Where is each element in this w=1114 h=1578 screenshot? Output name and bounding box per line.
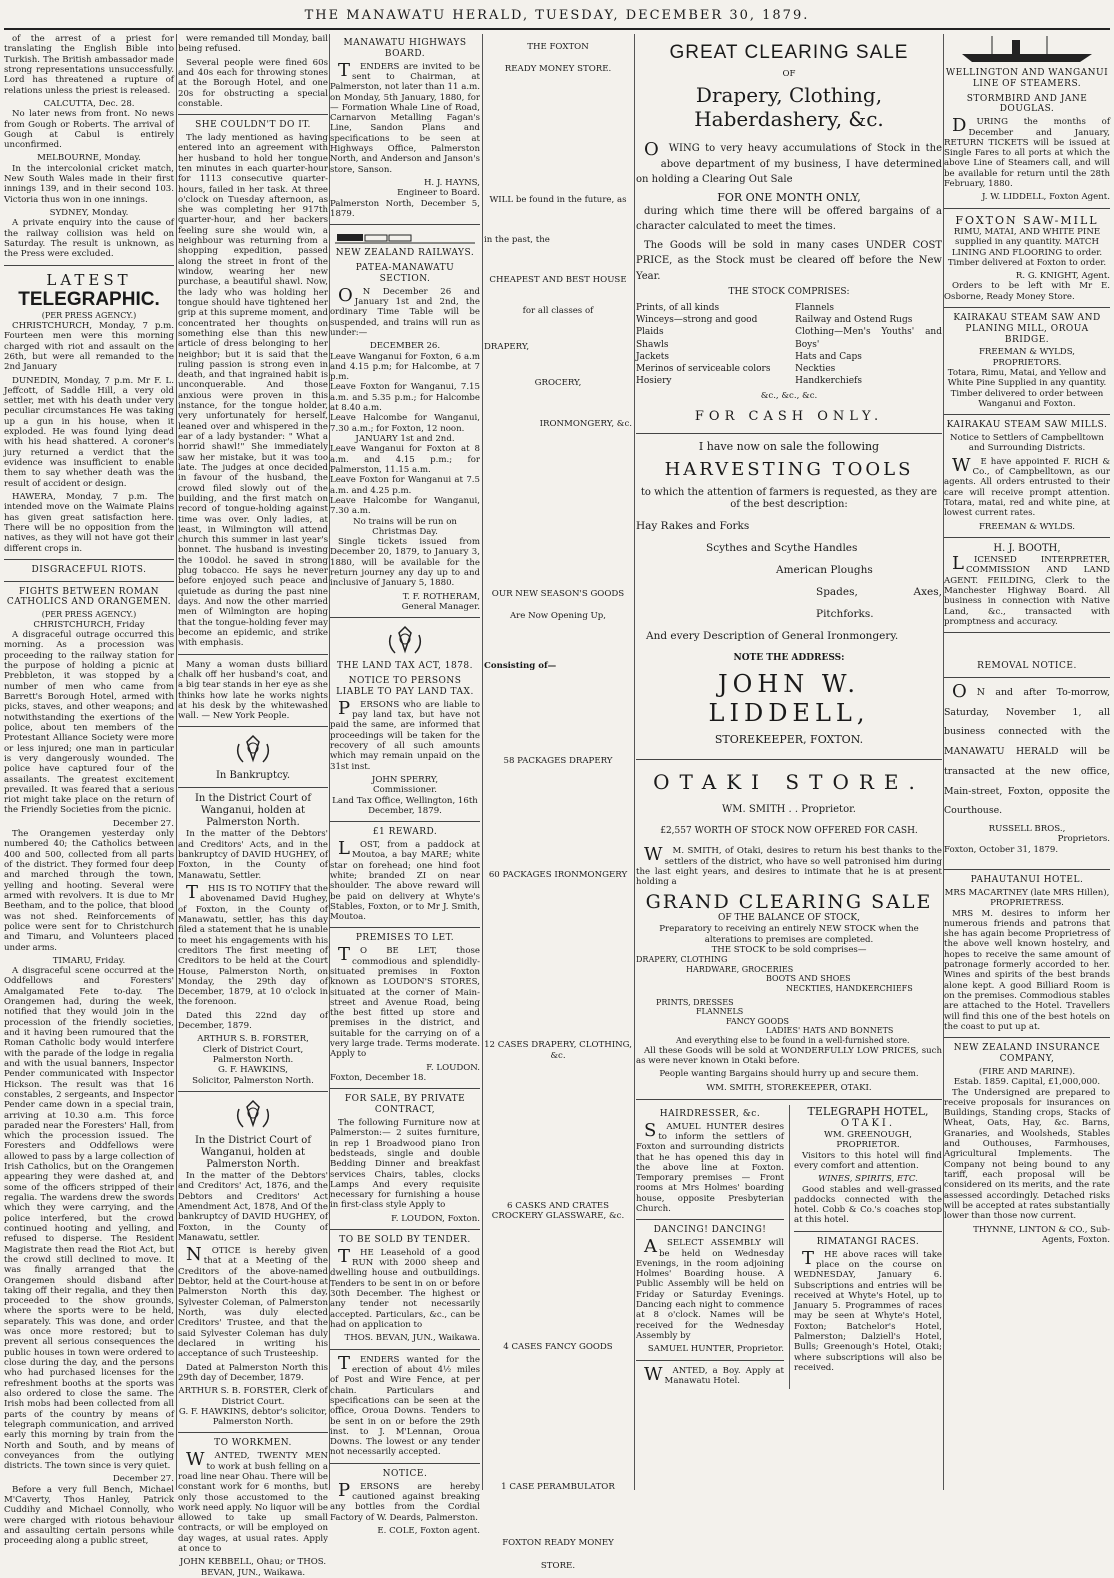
ad-line: for all classes of	[522, 305, 594, 316]
ad-text: Notice to Settlers of Campbelltown and Surrounding Districts.	[950, 433, 1104, 454]
ad-text: All these Goods will be sold at WONDERFULLY LOW PRICES, such as were never known in Otaki before.	[636, 1045, 942, 1066]
signature: ARTHUR S. B. FORSTER,	[197, 1034, 309, 1045]
ad-line: OF	[782, 68, 796, 79]
article-text: No later news from front. No news from Gough or Roberts. The arrival of Gough at Cabul is entirely unconfirmed.	[4, 109, 174, 151]
column-right-ads	[944, 34, 1110, 1496]
divider	[178, 1432, 328, 1433]
royal-crest-icon	[231, 1097, 275, 1131]
divider	[178, 787, 328, 788]
article-text: The following Furniture now at Palmerston:— 2 suites furniture, in rep 1 Broadwood piano Iron bedsteads, single and double Bedding Dinner and breakfast services Chairs, tables, clocks Lamps And every requisite necessary for furnishing a house in first-class style Apply to	[330, 1117, 480, 1211]
signature: H. J. HAYNS,	[423, 178, 480, 189]
agency-credit: (PER PRESS AGENCY.)	[41, 311, 137, 321]
ad-title: OTAKI STORE.	[653, 769, 925, 794]
ad-line: Are Now Opening Up,	[509, 611, 607, 622]
dateline: DECEMBER 26.	[369, 341, 441, 352]
ad-line: STOREKEEPER, FOXTON.	[714, 733, 864, 747]
signature: Engineer to Board.	[397, 188, 480, 199]
ad-text: The Undersigned are prepared to receive proposals for insurances on Buildings, Standing crops, Stacks of Wheat, Oats, Hay, &c. Barns, Granaries, and Woolsheds, Stables and Outhouses, Farmhouses, Agricultural Implements. The Company not being bound to any tariff, each proposal will be considered on its merits, and the rate assessed accordingly. Detached risks will be accepted at rates substantially lower than those now current.	[944, 1087, 1110, 1222]
list-item: Spades, Axes, Pitchforks.	[816, 585, 942, 620]
royal-crest-icon	[383, 623, 427, 657]
headline: H. J. BOOTH,	[993, 542, 1061, 554]
ad-title: HARVESTING TOOLS	[664, 459, 914, 481]
divider	[330, 617, 480, 618]
small-ads-left	[636, 1105, 784, 1389]
royal-crest-icon	[231, 732, 275, 766]
column-news-2	[178, 34, 328, 1578]
subheadline: PATEA-MANAWATU SECTION.	[355, 263, 455, 284]
article-text: were remanded till Monday, bail being refused.	[178, 34, 328, 55]
list-item: Shawls	[636, 339, 669, 350]
divider	[944, 869, 1110, 870]
divider	[636, 1099, 942, 1100]
small-ads-right	[794, 1105, 942, 1389]
list-item: DRAPERY, CLOTHING	[636, 955, 728, 965]
ad-text: ASELECT ASSEMBLY will be held on Wednesday Evenings, in the room adjoining Holmes' Boarding house. A Public Assembly will be held on Friday or Saturday Evenings. Dancing each night to commence at 8 o'clock. Names will be received for the Wednesday Assembly by	[636, 1236, 784, 1342]
headline: TO WORKMEN.	[214, 1438, 292, 1449]
signature: Commissioner.	[372, 785, 438, 796]
masthead-rule	[4, 28, 1110, 30]
divider	[944, 208, 1110, 209]
list-item: Hay Rakes and Forks	[636, 519, 750, 532]
ad-line: WM. SMITH, STOREKEEPER, OTAKI.	[706, 1083, 872, 1094]
divider	[636, 1219, 784, 1220]
ad-text: during which time there will be offered bargains of a character calculated to meet the times.	[636, 205, 942, 233]
list-item: Merinos of serviceable colors	[636, 363, 771, 374]
divider	[636, 759, 942, 760]
list-item: Neckties	[795, 363, 836, 374]
ad-title: THE FOXTON	[527, 42, 589, 52]
column-ready-money-store	[484, 34, 632, 1571]
signature: JOHN SPERRY,	[371, 774, 439, 785]
ad-title: READY MONEY STORE.	[504, 64, 612, 75]
ad-text: Orders to be left with Mr E. Osborne, Ready Money Store.	[944, 281, 1110, 302]
timetable-row: Leave Halcombe for Wanganui, 7.30 a.m.	[330, 495, 480, 517]
ad-text: Visitors to this hotel will find every comfort and attention.	[794, 1150, 942, 1171]
article-text: Dated this 22nd day of December, 1879.	[178, 1010, 328, 1032]
small-ads-row	[636, 1105, 942, 1389]
signature: MRS MACARTNEY (late MRS Hillen), PROPRIETRESS.	[944, 887, 1110, 909]
ad-line: NOTE THE ADDRESS:	[733, 653, 845, 664]
dateline: TIMARU, Friday.	[52, 955, 126, 966]
otaki-stock-list	[636, 955, 942, 1045]
dateline: Palmerston North, December 5, 1879.	[330, 198, 480, 219]
signature: E. COLE, Foxton agent.	[377, 1525, 480, 1536]
headline: DISGRACEFUL RIOTS.	[31, 564, 147, 575]
dateline: December 27.	[112, 818, 174, 829]
list-item: Scythes and Scythe Handles	[706, 541, 858, 554]
headline: MANAWATU HIGHWAYS BOARD.	[343, 38, 467, 59]
divider	[4, 581, 174, 582]
divider	[944, 307, 1110, 308]
divider	[636, 1360, 784, 1361]
signature: Clerk of District Court, Palmerston North.	[202, 1044, 304, 1066]
signature: THYNNE, LINTON & CO., Sub-Agents, Foxton.	[973, 1224, 1110, 1245]
list-item: Hosiery	[636, 375, 672, 386]
ad-line: Consisting of—	[484, 661, 557, 672]
article-text: PERSONS who are liable to pay land tax, but have not paid the same, are informed that proceedings will be taken for the recovery of all such amounts which may remain unpaid on the 31st inst.	[330, 697, 480, 772]
ad-text: RIMU, MATAI, AND WHITE PINE supplied in any quantity. MATCH LINING AND FLOORING to order. Timber delivered at Foxton to order.	[947, 226, 1107, 268]
divider	[944, 537, 1110, 538]
dateline: JANUARY 1st and 2nd.	[355, 434, 455, 445]
headline: TO BE SOLD BY TENDER.	[339, 1235, 471, 1246]
ad-item: 58 PACKAGES DRAPERY	[503, 755, 613, 766]
article-text: The lady mentioned as having entered into an agreement with her husband to hold her tongue ten minutes in each quarter-hour for 1113 consecutive quarter-hours, failed in her task. At three o'clock on Tuesday afternoon, as she was completing her 917th quarter-hour, and her backers feeling sure she would win, a neighbour was returning from a shopping expedition, passed along the street in front of the window, wearing her new purchase, a beautiful shawl. Now, the lady who was holding her tongue should have tightened her grip at this supreme moment, and concentrated her thoughts on something else than this new article of dress belonging to her neighbor; but it is said that the ruling passion is strong even in death, and that ingrained habit is unconquerable. And those anxious were proven in this instance, for the tongue holder, very unfortunately for herself, leaned over and whispered in the ear of a lady bystander: " What a horrid shawl!" She immediately saw her mistake, but it was too late. The judges at once decided in favour of the husband, the crowd filed slowly out of the building, and the first match on record of tongue-holding against time was over. Only ladies, at least, in Wilmington will attend church this summer in last year's bonnet. The husband is investing the 100dol. he saved in strong plug tobacco. He says he never before enjoyed such peace and quietude as during the past nine days. And now the other married men of Wilmington are hoping that the tongue-holding fever may become an epidemic, and strike with emphasis.	[178, 132, 328, 649]
article-text: A private enquiry into the cause of the railway collision was held on Saturday. The result is unknown, as the Press were excluded.	[4, 218, 174, 260]
stock-list-left	[636, 302, 783, 387]
article-text: CHRISTCHURCH, Monday, 7 p.m. Fourteen men were this morning charged with riot and assault on the 26th, but were all remanded to the 2nd January	[4, 320, 174, 373]
ad-line: OUR NEW SEASON'S GOODS	[491, 588, 625, 599]
signature: J. W. LIDDELL, Foxton Agent.	[982, 192, 1110, 203]
list-item: NECKTIES, HANDKERCHIEFS	[786, 983, 913, 993]
headline: PAHAUTANUI HOTEL.	[970, 875, 1084, 886]
divider	[636, 433, 942, 434]
dateline: Foxton, October 31, 1879.	[944, 844, 1059, 855]
article-text: TENDERS are invited to be sent to Chairman, at Palmerston, not later than 11 a.m. on Monday, 5th January, 1880, for— Formation Whale Line of Road, Carnarvon Metalling Fagan's Line, Sandon Plans and specifications to be seen at Highways Office, Palmerston North, and Anderson and Janson's store, Sanson.	[330, 59, 480, 175]
list-item: And everything else to be found in a well-furnished store.	[676, 1035, 910, 1045]
article-text: THE Leasehold of a good RUN with 2000 sheep and dwelling house and outbuildings. Tenders to be sent in on or before 30th December. The highest or any tender not necessarily accepted. Particulars, &c., can be had on application to	[330, 1245, 480, 1331]
subheadline: STORMBIRD AND JANE DOUGLAS.	[966, 93, 1088, 115]
ad-line: DRAPERY,	[484, 341, 530, 352]
article-text: In the matter of the Debtors' and Creditors' Acts, and in the bankruptcy of DAVID HUGHEY, of Foxton, in the County of Manawatu, Settler.	[178, 829, 328, 881]
ad-title: GREAT CLEARING SALE	[669, 42, 909, 63]
list-item: Jackets	[636, 351, 670, 362]
masthead: THE MANAWATU HERALD, TUESDAY, DECEMBER 30, 1879.	[304, 8, 810, 23]
ad-text: WM. SMITH, of Otaki, desires to return his best thanks to the settlers of the district, who have so well patronised him during the last eight years, and desires to intimate that he is at present holding a	[636, 844, 942, 888]
signature: FREEMAN & WYLDS, PROPRIETORS.	[978, 347, 1076, 368]
column-divider	[176, 34, 177, 1490]
column-divider	[482, 34, 483, 1490]
dateline: Land Tax Office, Wellington, 16th December, 1879.	[332, 795, 478, 816]
list-item: Prints, of all kinds	[636, 303, 720, 314]
list-item: Clothing—Men's Youths' and Boys'	[795, 327, 942, 350]
headline: REMOVAL NOTICE.	[977, 661, 1077, 672]
subheadline: FIGHTS BETWEEN ROMAN CATHOLICS AND ORANGEMEN.	[6, 586, 172, 608]
divider	[330, 821, 480, 822]
ad-line: £2,557 WORTH OF STOCK NOW OFFERED FOR CASH.	[660, 825, 918, 836]
list-item: FLANNELS	[696, 1007, 744, 1017]
signature: R. G. KNIGHT, Agent.	[1015, 271, 1110, 282]
ad-line: in the past, the	[484, 234, 550, 245]
headline: SHE COULDN'T DO IT.	[195, 120, 311, 131]
headline: WELLINGTON AND WANGANUI LINE OF STEAMERS.	[945, 68, 1109, 89]
ad-text: ON and after To-morrow, Saturday, November 1, all business connected with the MANAWATU HERALD will be transacted at the new office, Main-street, Foxton, opposite the Courthouse.	[944, 680, 1110, 817]
ad-line: THE STOCK to be sold comprises—	[711, 944, 867, 955]
dateline: SYDNEY, Monday.	[49, 208, 129, 218]
ad-text: DURING the months of December and January, RETURN TICKETS will be issued at Single Fares to all ports at which the above Line of Steamers call, and will be available for return until the 28th February, 1880.	[944, 115, 1110, 190]
column-clearing-sale	[636, 34, 942, 1496]
signature: ARTHUR S. B. FORSTER, Clerk of District Court.	[178, 1386, 328, 1407]
ad-line: People wanting Bargains should hurry up and secure them.	[659, 1069, 919, 1080]
divider	[4, 559, 174, 560]
list-item: HARDWARE, GROCERIES	[686, 964, 794, 974]
divider	[944, 677, 1110, 678]
signature: G. F. HAWKINS, debtor's solicitor, Palmerston North.	[178, 1406, 328, 1428]
section-heading: TELEGRAPHIC.	[18, 288, 160, 310]
ad-text: SAMUEL HUNTER desires to inform the settlers of Foxton and surrounding districts that he has opened this day in the above line at Foxton. Temporary premises — Front rooms at Mrs Holmes' boarding house, opposite Presbyterian Church.	[636, 1119, 784, 1215]
divider	[178, 654, 328, 655]
signature: General Manager.	[401, 602, 480, 613]
column-news	[4, 34, 174, 1547]
headline: THE LAND TAX ACT, 1878.	[336, 661, 474, 672]
signature: F. LOUDON, Foxton.	[391, 1213, 480, 1224]
signature: JOHN KEBBELL, Ohau; or THOS. BEVAN, JUN., Waikawa.	[179, 1557, 327, 1578]
divider	[178, 1091, 328, 1092]
ad-line: IRONMONGERY, &c.	[539, 418, 632, 429]
divider	[330, 224, 480, 225]
headline: HAIRDRESSER, &c.	[659, 1108, 761, 1119]
signature: T. F. ROTHERAM,	[402, 591, 480, 602]
article-text: Many a woman dusts billiard chalk off her husband's coat, and a big tear stands in her eye as she thinks how late he works nights at his desk by the whitewashed wall. — New York People.	[178, 659, 328, 722]
headline: NOTICE.	[382, 1468, 428, 1479]
article-text: In the intercolonial cricket match, New South Wales made in their first innings 139, and in their second 103. Victoria thus won in one innings.	[4, 163, 174, 205]
subheadline: OTAKI.	[840, 1117, 896, 1129]
headline: NEW ZEALAND INSURANCE COMPANY,	[953, 1043, 1101, 1065]
timetable-row: Leave Wanganui for Foxton at 8 a.m. and 4.15 p.m.; for Palmerston, 11.15 a.m.	[330, 444, 480, 475]
timetable-row: No trains will be run on Christmas Day.	[353, 516, 457, 537]
article-text: of the arrest of a priest for translating the English Bible into Turkish. The British ambassador made strong representations unsuccessfully. Lord has threatened a rupture of relations unless the priest is released.	[4, 34, 174, 96]
divider	[330, 1463, 480, 1464]
divider	[178, 114, 328, 115]
ad-title: JOHN W. LIDDELL,	[708, 669, 870, 727]
headline: RIMATANGI RACES.	[816, 1236, 920, 1247]
list-item: And every Description of General Ironmongery.	[646, 630, 899, 642]
list-item: PRINTS, DRESSES	[656, 997, 734, 1007]
divider	[944, 1037, 1110, 1038]
stock-list-right	[795, 302, 942, 387]
ad-item: 12 CASES DRAPERY, CLOTHING, &c.	[484, 1040, 632, 1061]
signature: G. F. HAWKINS,	[218, 1065, 288, 1076]
ad-title: Drapery, Clothing, Haberdashery, &c.	[694, 83, 884, 132]
signature: THOS. BEVAN, JUN., Waikawa.	[344, 1333, 480, 1344]
article-text: NOTICE is hereby given that at a Meeting of the Creditors of the above-named Debtor, held at the Court-house at Palmerston North this day, Sylvester Coleman, of Palmerston North, was duly elected Creditors' Trustee, and that the said Sylvester Coleman has duly declared in writing his acceptance of such Trusteeship.	[178, 1244, 328, 1360]
ad-text: Good stables and well-grassed paddocks connected with the hotel. Cobb & Co.'s coaches stop at this hotel.	[794, 1184, 942, 1226]
divider	[4, 265, 174, 266]
divider	[794, 1231, 942, 1232]
article-text: A disgraceful outrage occurred this morning. As a procession was proceeding to the railway station for the purpose of holding a picnic at Prebbleton, it was stopped by a number of men who came from Barrett's Borough Hotel, armed with picks, staves, and other weapons; and notwithstanding the exertions of the police, about ten members of the Protestant Alliance Society were more or less injured; one man in particular is very dangerously wounded. The police have captured four of the assailants. The greatest excitement prevailed. It was feared that a serious riot might take place on the return of the Friendly Societies from the picnic.	[4, 630, 174, 816]
divider	[944, 414, 1110, 415]
ad-line: WILL be found in the future, as	[489, 194, 627, 205]
article-text: Several people were fined 60s and 40s each for throwing stones at the Borough Hotel, and one 20s for obstructing a special constable.	[178, 57, 328, 109]
list-item: American Ploughs	[776, 563, 873, 576]
ad-item: 6 CASKS AND CRATES CROCKERY GLASSWARE, &c.	[491, 1201, 625, 1222]
ad-text: WANTED, a Boy. Apply at Manawatu Hotel.	[644, 1363, 784, 1386]
article-text: Single tickets issued from December 20, 1879, to January 3, 1880, will be available for the return journey any day up to and inclusive of January 5, 1880.	[330, 537, 480, 589]
list-item: LADIES' HATS AND BONNETS	[766, 1026, 894, 1036]
dateline: Foxton, December 18.	[330, 1073, 427, 1084]
list-item: Handkerchiefs	[795, 375, 862, 386]
article-text: DUNEDIN, Monday, 7 p.m. Mr F. L. Jeffcott, of Saddle Hill, a very old settler, met with his death under very peculiar circumstances He was taking up a gun in his house, when it exploded. He was found lying dead with his head shattered. A coroner's jury returned a verdict that the evidence was insufficient to enable them to say whether death was the result of accident or design.	[4, 375, 174, 489]
dateline: CHRISTCHURCH, Friday	[33, 619, 145, 630]
ad-line: FOR ONE MONTH ONLY,	[717, 190, 861, 204]
signature: SAMUEL HUNTER, Proprietor.	[647, 1344, 784, 1355]
divider	[178, 726, 328, 727]
dateline: CALCUTTA, Dec. 28.	[43, 98, 135, 109]
ad-text: OWING to very heavy accumulations of Stock in the above department of my business, I have determined on holding a Clearing Out Sale	[636, 139, 942, 186]
ad-text: Totara, Rimu, Matai, and Yellow and White Pine Supplied in any quantity. Timber delivered to order between Wanganui and Foxton.	[947, 368, 1107, 410]
ad-text: THE above races will take place on the course on WEDNESDAY, January 6. Subscriptions and entries will be received at Whyte's Hotel, up to January 5. Programmes of races may be seen at Whyte's Hotel, Foxton; Batchelor's Hotel, Palmerston; Dalziell's Hotel, Bulls; Greenough's Hotel, Otaki; where subscriptions will also be received.	[794, 1247, 942, 1374]
section-heading: LATEST	[46, 270, 132, 289]
list-item: Plaids	[636, 327, 664, 338]
column-divider	[634, 34, 635, 1490]
signature: FREEMAN & WYLDS.	[978, 521, 1076, 532]
article-text: TENDERS wanted for the erection of about 4½ miles of Post and Wire Fence, at per chain. Particulars and specifications can be seen at the office, Oroua Downs. Tenders to be sent in on or before the 29th inst. to J. M'Lennan, Oroua Downs. The lowest or any tender not necessarily accepted.	[330, 1352, 480, 1458]
headline: PREMISES TO LET.	[355, 933, 455, 944]
article-text: WANTED, TWENTY MEN to work at bush felling on a road line near Ohau. There will be constant work for 6 months, but only those accustomed to the work need apply. No liquor will be allowed to take up small contracts, or will be employed on day wages, at usual rates. Apply at once to	[178, 1449, 328, 1555]
headline: FOXTON SAW-MILL	[955, 213, 1099, 227]
ad-line: THE STOCK COMPRISES:	[728, 287, 850, 298]
ad-text: Preparatory to receiving an entirely NEW STOCK when the alterations to premises are completed.	[659, 924, 919, 945]
ad-text: MRS M. desires to inform her numerous friends and patrons that she has again become Proprietress of the above well known hostelry, and hopes to receive the same amount of patronage formerly accorded to her. Wines and spirits of the best brands alone kept. A good Billiard Room is on the premises. Commodious stables are attached to the Hotel. Travellers will find this one of the best hotels on the coast to put up at.	[944, 908, 1110, 1032]
court-heading: In the District Court of Wanganui, holden at Palmerston North.	[194, 793, 312, 829]
headline: DANCING! DANCING!	[653, 1225, 767, 1236]
ad-item: 4 CASES FANCY GOODS	[503, 1341, 613, 1352]
subheadline: NOTICE TO PERSONS LIABLE TO PAY LAND TAX.	[336, 676, 474, 697]
steamship-icon	[952, 34, 1102, 64]
article-text: LOST, from a paddock at Moutoa, a bay MARE; white star on forehead; one hind foot white; branded ZI on near shoulder. The above reward will be paid on delivery at Whyte's Stables, Foxton, or to Mr J. Smith, Moutoa.	[330, 837, 480, 923]
article-text: A disgraceful scene occurred at the Oddfellows and Foresters' Amalgamated Fete to-day. The Orangemen had, during the week, notified that they would join in the procession of the friendly societies, and it having been rumoured that the Roman Catholic body would interfere with the parade of the lodge in regalia and with the usual banners, Inspector Pender communicated with Inspector Hickson. The result was that 16 constables, 2 sergeants, and Inspector Pender came down in a special train, arriving at 10.30 a.m. This force paraded near the Foresters' Hall, from which the procession issued. The Foresters and Oddfellows were allowed to pass by a large collection of Irish Catholics, but on the Orangemen appearing they were dashed at, and some of the officers stripped of their regalia. The wardens drew the swords which they were carrying, and the police interfered, but the crowd continued hooting and yelling, and refused to disperse. The Resident Magistrate then read the Riot Act, but the crowd still declined to move. It was finally arranged that the Orangemen should disband after taking off their regalia, and they then proceeded to the show grounds, where the sports were to be held, separately. This was done, and order was once more restored; but to prevent all serious consequences the public houses in town were ordered to close during the day, and the persons who had purchased licenses for the refreshment booths at the sports was also ordered to close the same. The Irish mobs had been collected from all parts of the country by means of telegraph communication, and arrived early this morning by train from the North and South, and by means of conveyances from the outlying districts. The town since is very quiet.	[4, 966, 174, 1472]
signature: WM. GREENOUGH, PROPRIETOR.	[824, 1129, 912, 1151]
ad-line: STORE.	[540, 1560, 576, 1571]
ad-text: LICENSED INTERPRETER, COMMISSION AND LAND AGENT. FEILDING, Clerk to the Manchester Highway Board. All business in connection with Native Land, &c., transacted with promptness and accuracy.	[944, 552, 1110, 627]
stock-list	[636, 302, 942, 387]
divider	[330, 927, 480, 928]
tools-list	[636, 515, 942, 647]
ad-line: GROCERY,	[534, 378, 582, 389]
column-divider	[789, 1105, 790, 1389]
article-text: The Orangemen yesterday only numbered 40; the Catholics between 400 and 500, collected from all parts of the district. They formed four deep and marched through the town, yelling and hooting. Several were armed with revolvers. It is due to Mr Beetham, and to the police, that blood was not shed. Reinforcements of police were sent for to Christchurch and Timaru, and Volunteers placed under arms.	[4, 829, 174, 953]
ad-item: 60 PACKAGES IRONMONGERY	[488, 870, 628, 881]
list-item: Railway and Ostend Rugs	[795, 315, 913, 326]
ad-line: OF THE BALANCE OF STOCK,	[717, 913, 861, 924]
ad-text: WE have appointed F. RICH & Co., of Campbelltown, as our agents. All orders entrusted to their care will receive prompt attention. Totara, matai, red and white pine, at lowest current rates.	[944, 454, 1110, 519]
ad-line: FOXTON READY MONEY	[502, 1538, 614, 1549]
list-item: Winceys—strong and good	[636, 315, 758, 326]
dateline: December 27.	[112, 1474, 174, 1485]
ad-title: FOR CASH ONLY.	[694, 409, 884, 425]
ad-title: GRAND CLEARING SALE	[645, 890, 933, 913]
headline: TELEGRAPH HOTEL,	[807, 1104, 929, 1118]
ad-item: 1 CASE PERAMBULATOR	[501, 1481, 615, 1492]
headline: £1 REWARD.	[372, 827, 438, 838]
article-text: THIS IS TO NOTIFY that the abovenamed David Hughey, of Foxton, in the County of Manawatu, settler, has this day filed a statement that he is unable to meet his engagements with his creditors The first meeting of Creditors to be held at the Court House, Palmerston North, on Monday, the 29th day of December, 1879, at 10 o'clock in the forenoon.	[178, 882, 328, 1008]
dateline: MELBOURNE, Monday.	[37, 153, 141, 164]
subheadline: (FIRE AND MARINE).	[978, 1066, 1076, 1077]
ad-line: Estab. 1859. Capital, £1,000,000.	[953, 1077, 1101, 1088]
ad-line: &c., &c., &c.	[760, 391, 818, 402]
agency-credit: (PER PRESS AGENCY.)	[41, 610, 137, 620]
ad-text: to which the attention of farmers is requested, as they are of the best description:	[640, 486, 938, 510]
article-text: PERSONS are hereby cautioned against breaking any bottles from the Cordial Factory of W. Deards, Palmerston.	[330, 1479, 480, 1523]
divider	[330, 1088, 480, 1089]
timetable-row: Leave Foxton for Wanganui, 7.15 a.m. and 5.35 p.m.; for Halcombe at 8.40 a.m.	[330, 382, 480, 414]
signature: RUSSELL BROS.,	[988, 824, 1066, 835]
article-text: Dated at Palmerston North this 29th day of December, 1879.	[178, 1362, 328, 1383]
timetable-row: Leave Halcombe for Wanganui, 7.30 a.m.; for Foxton, 12 noon.	[330, 413, 480, 434]
signature: F. LOUDON.	[426, 1062, 480, 1073]
train-icon	[335, 230, 475, 244]
column-notices	[330, 34, 480, 1536]
headline: NEW ZEALAND RAILWAYS.	[335, 248, 475, 259]
timetable-row: Leave Wanganui for Foxton, 6 a.m and 4.15 p.m; for Halcombe, at 7 p.m.	[330, 351, 480, 383]
section-heading: In Bankruptcy.	[215, 770, 291, 782]
article-text: In the matter of the Debtors' and Creditors' Act, 1876, and the Debtors and Creditors' Act Amendment Act, 1878, And Of the bankruptcy of DAVID HUGHEY, of Foxton, in the County of Manawatu, settler.	[178, 1170, 328, 1243]
ad-text: The Goods will be sold in many cases UNDER COST PRICE, as the Stock must be cleared off before the New Year.	[636, 239, 942, 282]
headline: KAIRAKAU STEAM SAW AND PLANING MILL, OROUA BRIDGE.	[953, 313, 1101, 345]
signature: Proprietors.	[1057, 834, 1110, 845]
headline: KAIRAKAU STEAM SAW MILLS.	[946, 420, 1108, 431]
headline: FOR SALE, BY PRIVATE CONTRACT,	[344, 1094, 466, 1116]
ad-line: WINES, SPIRITS, ETC.	[818, 1174, 918, 1185]
list-item: Flannels	[795, 303, 835, 314]
ad-line: CHEAPEST AND BEST HOUSE	[489, 275, 627, 286]
article-text: TO BE LET, those commodious and splendidly-situated premises in Foxton known as LOUDON'S STORES, situated at the corner of Main-street and Avenue Road, being the best fitted up store and premises in the district, and suitable for the carrying on of a very large trade. Terms moderate. Apply to	[330, 944, 480, 1060]
divider	[330, 1349, 480, 1350]
article-text: Before a very full Bench, Michael M'Caverty, Thos Hanley, Patrick Cuddihy and Michael Connolly, who were charged with riotous behaviour and assaulting certain persons while proceeding along a public street,	[4, 1484, 174, 1547]
court-heading: In the District Court of Wanganui, holden at Palmerston North.	[194, 1134, 312, 1170]
divider	[330, 1229, 480, 1230]
article-text: HAWERA, Monday, 7 p.m. The intended move on the Waimate Plains has given great satisfaction here. There will be no opposition from the natives, as they will not have got their different crops in.	[4, 491, 174, 554]
signature: Solicitor, Palmerston North.	[192, 1075, 314, 1086]
article-text: ON December 26 and January 1st and 2nd, the ordinary Time Table will be suspended, and trains will run as under:—	[330, 284, 480, 338]
divider	[944, 632, 1110, 633]
list-item: FANCY GOODS	[726, 1016, 789, 1026]
list-item: Hats and Caps	[795, 351, 862, 362]
list-item: BOOTS AND SHOES	[766, 974, 851, 984]
ad-line: I have now on sale the following	[698, 439, 880, 453]
ad-line: WM. SMITH . . Proprietor.	[722, 803, 856, 815]
timetable-row: Leave Foxton for Wanganui at 7.5 a.m. and 4.25 p.m.	[330, 475, 480, 496]
